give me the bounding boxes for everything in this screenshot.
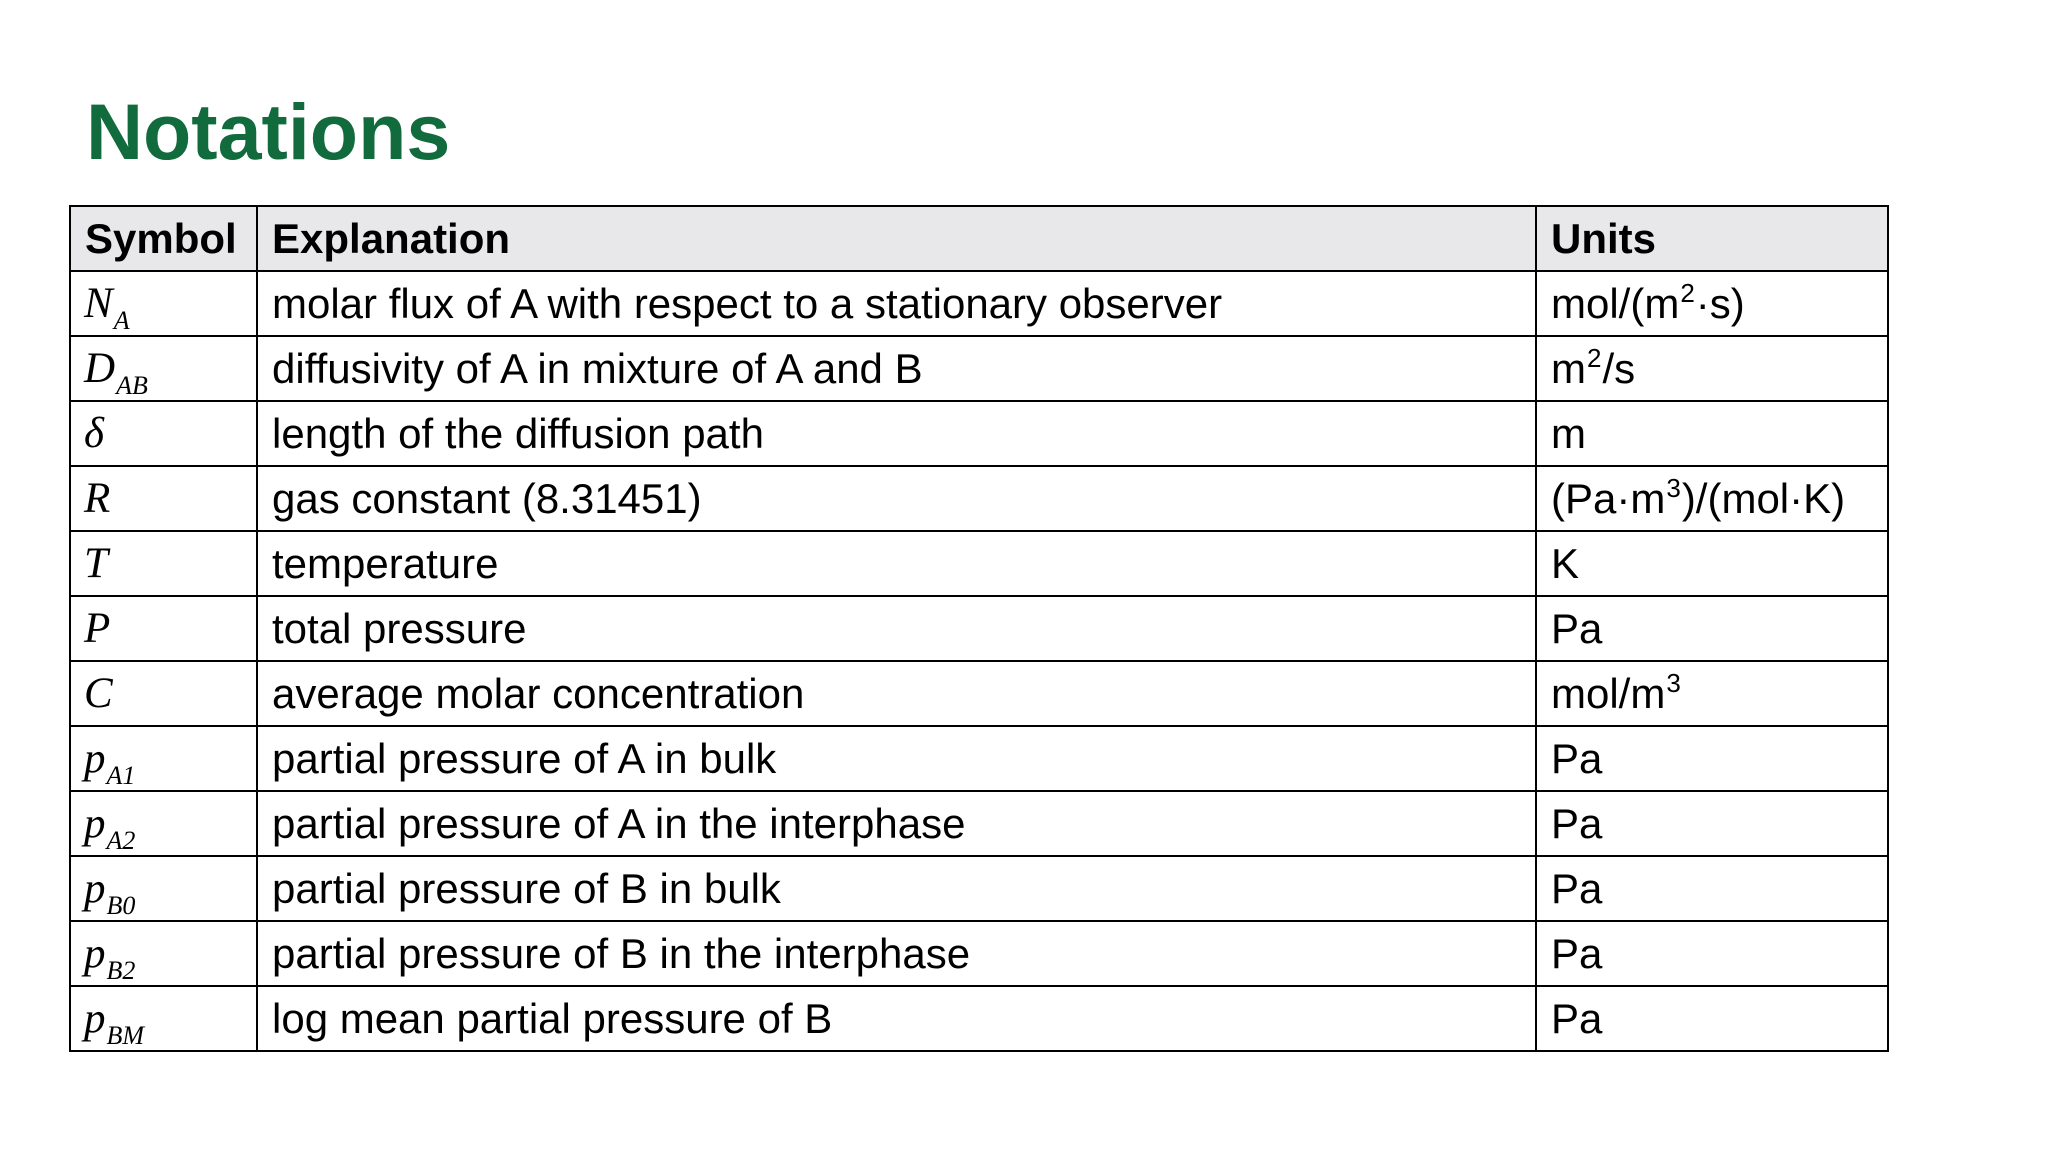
symbol-base: p xyxy=(84,800,106,847)
symbol-subscript: A2 xyxy=(106,826,136,855)
table-row xyxy=(70,466,1888,531)
units-text: (Pa·m xyxy=(1551,474,1666,522)
explanation-cell: gas constant (8.31451) xyxy=(257,466,1536,531)
symbol-cell xyxy=(70,661,257,726)
units-cell xyxy=(1536,596,1888,661)
header-explanation: Explanation xyxy=(257,206,1536,271)
symbol-base: p xyxy=(84,930,106,977)
units-cell xyxy=(1536,791,1888,856)
symbol-base: p xyxy=(84,865,106,912)
units-cell xyxy=(1536,531,1888,596)
explanation-cell: length of the diffusion path xyxy=(257,401,1536,466)
units-superscript: 2 xyxy=(1680,277,1695,308)
table-row xyxy=(70,726,1888,791)
units-text: m xyxy=(1551,344,1586,392)
symbol-base: C xyxy=(84,670,113,717)
symbol-base: p xyxy=(84,735,106,782)
symbol-base: δ xyxy=(84,410,104,457)
units-text: Pa xyxy=(1551,929,1603,977)
table-row xyxy=(70,596,1888,661)
page-title: Notations xyxy=(86,87,451,176)
units-cell xyxy=(1536,466,1888,531)
symbol-base: p xyxy=(84,995,106,1042)
explanation-cell: log mean partial pressure of B xyxy=(257,986,1536,1051)
table-row xyxy=(70,271,1888,336)
units-cell xyxy=(1536,336,1888,401)
symbol-subscript: BM xyxy=(106,1021,145,1050)
explanation-cell: partial pressure of A in the interphase xyxy=(257,791,1536,856)
explanation-cell: average molar concentration xyxy=(257,661,1536,726)
table-body xyxy=(70,271,1888,1051)
units-cell xyxy=(1536,856,1888,921)
symbol-cell xyxy=(70,596,257,661)
symbol-base: D xyxy=(84,345,116,392)
symbol-cell xyxy=(70,531,257,596)
symbol-subscript: AB xyxy=(116,371,148,400)
units-text: mol/m xyxy=(1551,669,1666,717)
units-superscript: 2 xyxy=(1587,342,1602,373)
symbol-subscript: B0 xyxy=(106,891,136,920)
symbol-cell xyxy=(70,336,257,401)
table-header xyxy=(70,206,1888,271)
explanation-cell: temperature xyxy=(257,531,1536,596)
symbol-subscript: B2 xyxy=(106,956,136,985)
units-text: Pa xyxy=(1551,604,1603,652)
symbol-cell xyxy=(70,401,257,466)
table-row xyxy=(70,791,1888,856)
symbol-cell xyxy=(70,271,257,336)
units-text: Pa xyxy=(1551,994,1603,1042)
units-cell xyxy=(1536,661,1888,726)
explanation-cell: partial pressure of B in the interphase xyxy=(257,921,1536,986)
explanation-cell: partial pressure of A in bulk xyxy=(257,726,1536,791)
notations-table xyxy=(69,205,1889,1052)
units-text-suffix: )/(mol·K) xyxy=(1681,474,1846,522)
units-text: K xyxy=(1551,539,1580,587)
units-cell xyxy=(1536,986,1888,1051)
table-row xyxy=(70,921,1888,986)
symbol-subscript: A xyxy=(113,306,130,335)
table-row xyxy=(70,336,1888,401)
symbol-subscript: A1 xyxy=(106,761,136,790)
units-cell xyxy=(1536,921,1888,986)
symbol-base: R xyxy=(84,475,111,522)
table-row xyxy=(70,986,1888,1051)
units-text-suffix: ·s) xyxy=(1695,279,1745,327)
units-superscript: 3 xyxy=(1666,472,1681,503)
table-row xyxy=(70,661,1888,726)
units-text: m xyxy=(1551,409,1586,457)
units-text-suffix: /s xyxy=(1602,344,1636,392)
header-row xyxy=(70,206,1888,271)
explanation-cell: diffusivity of A in mixture of A and B xyxy=(257,336,1536,401)
symbol-cell xyxy=(70,921,257,986)
units-cell xyxy=(1536,726,1888,791)
symbol-base: N xyxy=(84,280,113,327)
units-text: Pa xyxy=(1551,864,1603,912)
symbol-cell xyxy=(70,726,257,791)
header-units: Units xyxy=(1536,206,1888,271)
explanation-cell: total pressure xyxy=(257,596,1536,661)
units-cell xyxy=(1536,401,1888,466)
symbol-base: T xyxy=(84,540,108,587)
table-row xyxy=(70,401,1888,466)
symbol-cell xyxy=(70,986,257,1051)
units-cell xyxy=(1536,271,1888,336)
table-row xyxy=(70,856,1888,921)
table-row xyxy=(70,531,1888,596)
symbol-base: P xyxy=(84,605,111,652)
symbol-cell xyxy=(70,856,257,921)
units-text: Pa xyxy=(1551,734,1603,782)
symbol-cell xyxy=(70,791,257,856)
explanation-cell: molar flux of A with respect to a stationary observer xyxy=(257,271,1536,336)
header-symbol: Symbol xyxy=(70,206,257,271)
symbol-cell xyxy=(70,466,257,531)
units-superscript: 3 xyxy=(1666,667,1681,698)
units-text: Pa xyxy=(1551,799,1603,847)
explanation-cell: partial pressure of B in bulk xyxy=(257,856,1536,921)
units-text: mol/(m xyxy=(1551,279,1680,327)
